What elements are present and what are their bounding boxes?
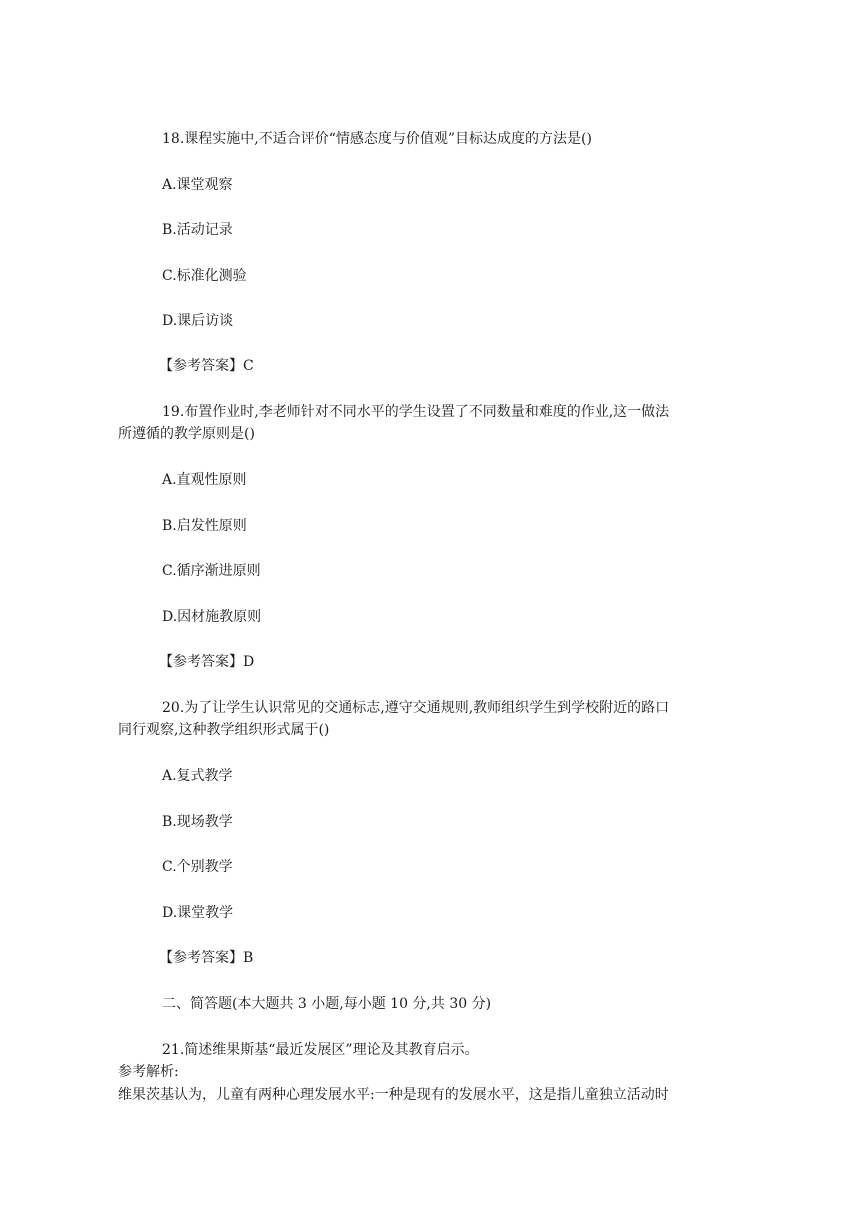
- question-20-stem-line-2: 同行观察,这种教学组织形式属于(): [118, 722, 330, 738]
- question-21-stem: 21.简述维果斯基“最近发展区”理论及其教育启示。: [162, 1042, 479, 1058]
- question-18-option-c: C.标准化测验: [162, 268, 247, 284]
- analysis-label: 参考解析:: [118, 1064, 179, 1080]
- question-19-option-b: B.启发性原则: [162, 518, 247, 534]
- question-19-option-d: D.因材施教原则: [162, 609, 262, 625]
- question-19-stem-line-1: 19.布置作业时,李老师针对不同水平的学生设置了不同数量和难度的作业,这一做法: [162, 404, 670, 420]
- question-19-stem-line-2: 所遵循的教学原则是(): [118, 426, 255, 442]
- question-20-option-a: A.复式教学: [162, 768, 233, 784]
- section-heading-short-answer: 二、简答题(本大题共 3 小题,每小题 10 分,共 30 分): [162, 996, 492, 1012]
- question-19-option-a: A.直观性原则: [162, 472, 247, 488]
- question-18-option-a: A.课堂观察: [162, 177, 233, 193]
- question-19-option-c: C.循序渐进原则: [162, 563, 261, 579]
- question-20-option-b: B.现场教学: [162, 814, 233, 830]
- question-18-option-b: B.活动记录: [162, 222, 233, 238]
- analysis-text-line-1: 维果茨基认为，儿童有两种心理发展水平:一种是现有的发展水平，这是指儿童独立活动时: [118, 1087, 669, 1103]
- question-18-stem: 18.课程实施中,不适合评价“情感态度与价值观”目标达成度的方法是(): [162, 131, 592, 147]
- question-20-option-c: C.个别教学: [162, 859, 233, 875]
- question-20-answer: 【参考答案】B: [159, 950, 254, 966]
- question-20-option-d: D.课堂教学: [162, 905, 234, 921]
- question-20-stem-line-1: 20.为了让学生认识常见的交通标志,遵守交通规则,教师组织学生到学校附近的路口: [162, 700, 670, 716]
- question-18-option-d: D.课后访谈: [162, 313, 234, 329]
- question-19-answer: 【参考答案】D: [159, 654, 255, 670]
- question-18-answer: 【参考答案】C: [159, 358, 254, 374]
